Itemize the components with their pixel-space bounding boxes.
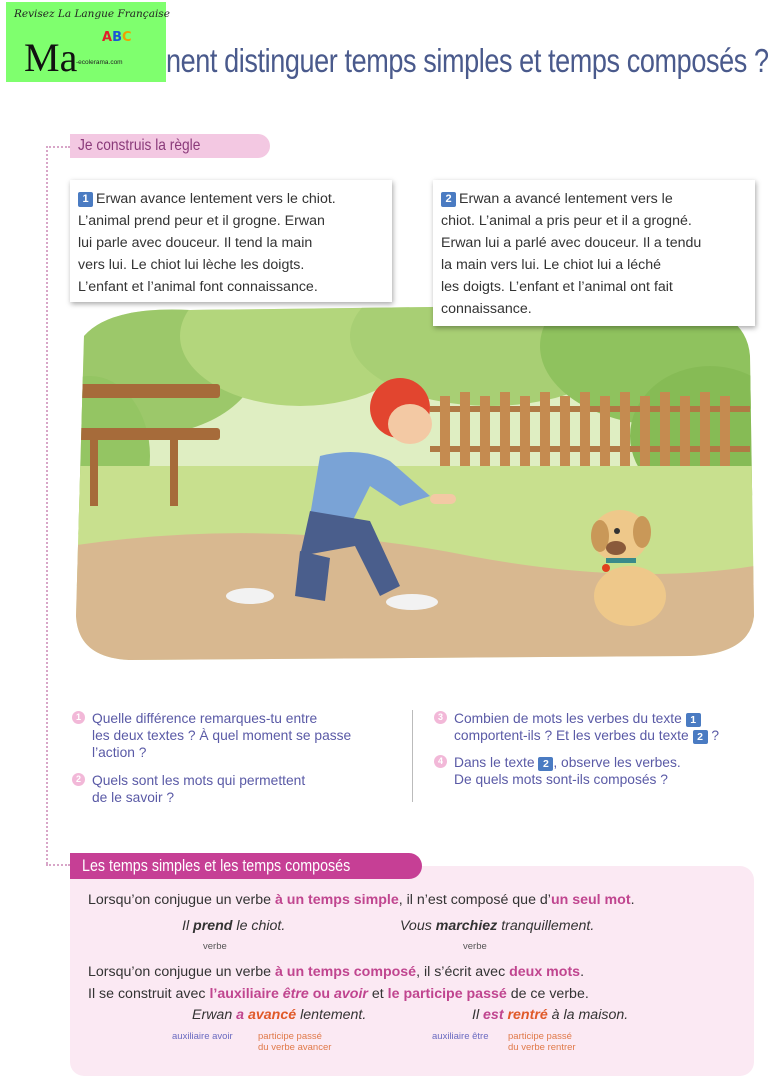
question-number: 1 <box>72 711 85 724</box>
example-1-note: verbe <box>203 941 227 952</box>
logo-site: -ecolerama.com <box>76 59 123 66</box>
questions-divider <box>412 710 413 802</box>
dotted-connector <box>46 864 70 866</box>
example-4-pp-note-2: du verbe rentrer <box>508 1042 576 1053</box>
text-line: vers lui. Le chiot lui lèche les doigts. <box>78 257 305 273</box>
text-line: L’enfant et l’animal font connaissance. <box>78 279 318 295</box>
text-line: les doigts. L’enfant et l’animal ont fait <box>441 279 673 295</box>
text-ref-badge: 2 <box>538 757 553 771</box>
example-3-aux-note: auxiliaire avoir <box>172 1031 233 1042</box>
rule-line-simple: Lorsqu’on conjugue un verbe à un temps simple, il n’est composé que d’un seul mot. <box>88 892 635 908</box>
text-line: Erwan lui a parlé avec douceur. Il a tendu <box>441 235 702 251</box>
rule-line-compound: Lorsqu’on conjugue un verbe à un temps composé, il s’écrit avec deux mots. <box>88 964 585 980</box>
page-title: nent distinguer temps simples et temps composés ? <box>166 42 769 79</box>
dotted-connector <box>46 146 48 864</box>
question-2: 2 Quels sont les mots qui permettent de le savoir ? <box>72 772 392 806</box>
rule-title: Les temps simples et les temps composés <box>70 853 422 879</box>
text-line: 1 Erwan avance lentement vers le chiot. <box>78 188 384 210</box>
example-2: Vous marchiez tranquillement. <box>400 918 595 934</box>
text-card-2 <box>433 180 755 326</box>
text-ref-badge: 1 <box>686 713 701 727</box>
dotted-connector <box>46 146 70 148</box>
logo-abc: ABC <box>102 30 132 45</box>
example-4: Il est rentré à la maison. <box>472 1007 629 1023</box>
question-number: 3 <box>434 711 447 724</box>
text-number-badge: 1 <box>78 192 93 207</box>
park-illustration <box>70 296 754 662</box>
logo-top-text: Revisez La Langue Française <box>14 8 170 20</box>
questions-block <box>72 710 752 810</box>
example-2-note: verbe <box>463 941 487 952</box>
example-3-pp-note-2: du verbe avancer <box>258 1042 332 1053</box>
text-line: 2 Erwan a avancé lentement vers le <box>441 188 747 210</box>
question-3: 3 Combien de mots les verbes du texte 1 comportent-ils ? Et les verbes du texte 2 ? <box>434 710 752 744</box>
example-3-pp-note: participe passé <box>258 1031 322 1042</box>
text-card-1 <box>70 180 392 302</box>
rule-line-construction: Il se construit avec l’auxiliaire être ou avoir et le participe passé de ce verbe. <box>88 986 589 1002</box>
text-number-badge: 2 <box>441 192 456 207</box>
text-line: la main vers lui. Le chiot lui a léché <box>441 257 662 273</box>
question-1: 1 Quelle différence remarques-tu entre les deux textes ? À quel moment se passe l’action ? <box>72 710 392 761</box>
question-4: 4 Dans le texte 2 , observe les verbes. De quels mots sont-ils composés ? <box>434 754 752 788</box>
example-1: Il prend le chiot. <box>182 918 286 934</box>
text-ref-badge: 2 <box>693 730 708 744</box>
text-line: lui parle avec douceur. Il tend la main <box>78 235 313 251</box>
example-3: Erwan a avancé lentement. <box>192 1007 367 1023</box>
text-line: L’animal prend peur et il grogne. Erwan <box>78 213 325 229</box>
question-number: 4 <box>434 755 447 768</box>
text-line: connaissance. <box>441 301 532 317</box>
section-label: Je construis la règle <box>70 134 270 158</box>
question-number: 2 <box>72 773 85 786</box>
example-4-aux-note: auxiliaire être <box>432 1031 489 1042</box>
logo <box>6 2 170 82</box>
example-4-pp-note: participe passé <box>508 1031 572 1042</box>
text-line: chiot. L’animal a pris peur et il a grogné. <box>441 213 692 229</box>
logo-ma: Ma <box>24 35 78 80</box>
